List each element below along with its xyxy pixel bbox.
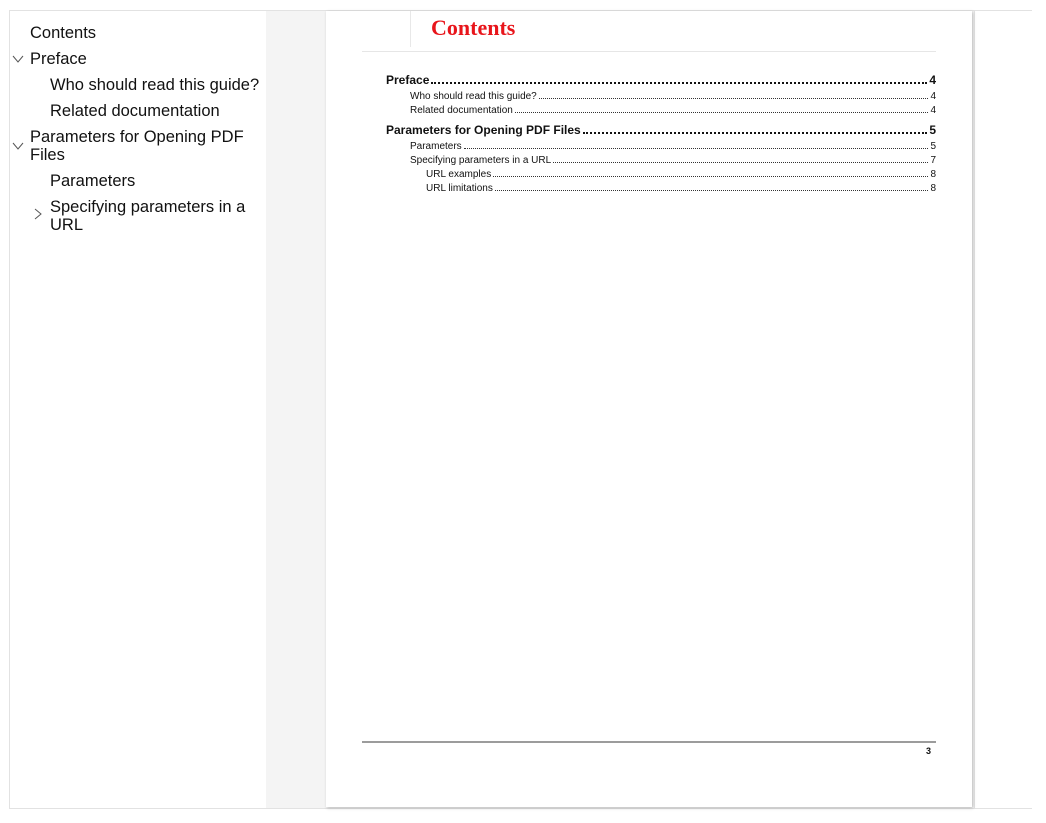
toc-entry[interactable] xyxy=(386,73,936,87)
toc-entry[interactable] xyxy=(410,91,936,102)
toc-leader xyxy=(493,175,928,177)
page-title: Contents xyxy=(431,15,516,40)
pdf-viewer-window xyxy=(9,10,1032,809)
viewport-right-margin xyxy=(974,11,1032,808)
chevron-right-icon[interactable] xyxy=(32,208,44,220)
toc-entry-label: Who should read this guide? xyxy=(410,91,537,102)
page-number: 3 xyxy=(926,746,932,756)
toc-leader xyxy=(553,161,928,163)
chevron-down-icon[interactable] xyxy=(12,140,24,152)
toc-leader xyxy=(583,131,928,134)
toc-entry-page: 4 xyxy=(930,91,936,102)
outline-sidebar xyxy=(10,11,267,808)
toc-entry[interactable] xyxy=(410,105,936,116)
toc-entry-page: 7 xyxy=(930,155,936,166)
chevron-down-icon[interactable] xyxy=(12,53,24,65)
toc-entry[interactable] xyxy=(410,155,936,166)
toc-leader xyxy=(495,189,929,191)
toc-leader xyxy=(464,147,929,149)
toc-entry-page: 8 xyxy=(930,169,936,180)
toc-entry-label: Specifying parameters in a URL xyxy=(410,155,552,166)
toc-leader xyxy=(539,97,929,99)
outline-item-preface[interactable]: Preface xyxy=(30,50,87,68)
toc-entry[interactable] xyxy=(410,141,936,152)
document-page xyxy=(326,11,972,807)
toc-entry-page: 5 xyxy=(930,141,936,152)
outline-item-parameters-for-opening[interactable]: Parameters for Opening PDF Files xyxy=(30,128,244,164)
title-divider xyxy=(362,51,936,52)
toc-entry[interactable] xyxy=(386,123,936,137)
toc-leader xyxy=(515,111,929,113)
toc-entry-label: Related documentation xyxy=(410,105,513,116)
toc-entry-label: URL limitations xyxy=(426,183,493,194)
toc-entry[interactable] xyxy=(426,169,936,180)
toc-entry[interactable] xyxy=(426,183,936,194)
toc-entry-label: Parameters for Opening PDF Files xyxy=(386,123,581,137)
outline-item-who-should-read[interactable]: Who should read this guide? xyxy=(50,76,260,94)
toc-entry-page: 4 xyxy=(929,73,936,87)
toc-entry-label: Parameters xyxy=(410,141,462,152)
toc-leader xyxy=(431,81,927,84)
toc-entry-label: Preface xyxy=(386,73,430,87)
toc-entry-page: 5 xyxy=(929,123,936,137)
outline-item-related-documentation[interactable]: Related documentation xyxy=(50,102,220,120)
toc-entry-page: 8 xyxy=(930,183,936,194)
outline-item-contents[interactable]: Contents xyxy=(30,24,97,42)
title-tab-divider xyxy=(410,11,411,47)
outline-item-parameters[interactable]: Parameters xyxy=(50,172,136,190)
footer-divider xyxy=(362,741,936,743)
toc-entry-label: URL examples xyxy=(426,169,492,180)
outline-item-specifying-parameters[interactable]: Specifying parameters in a URL xyxy=(50,198,246,234)
toc-entry-page: 4 xyxy=(930,105,936,116)
